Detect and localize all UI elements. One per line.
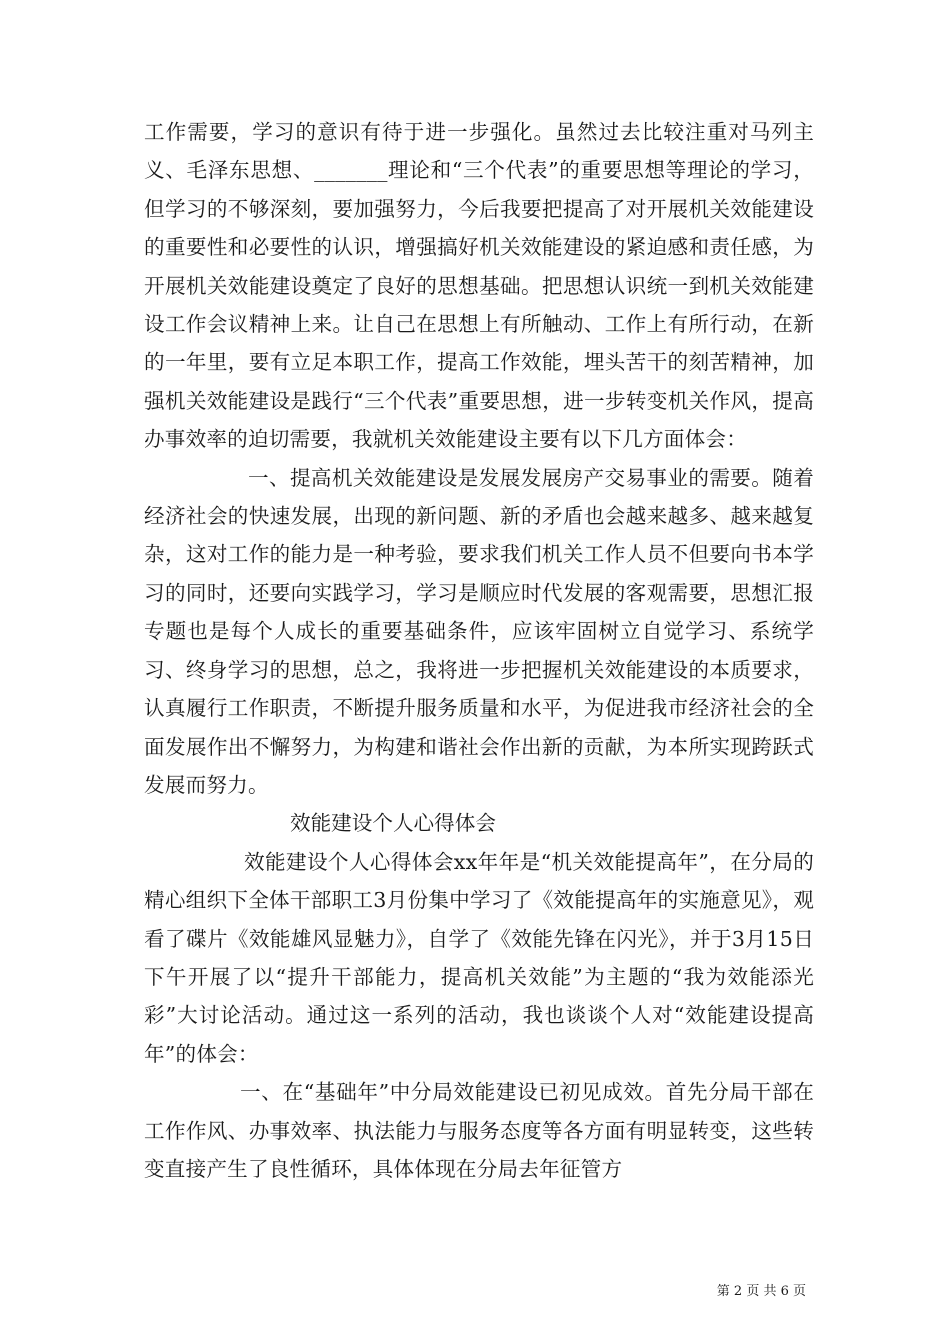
- page-number: 第 2 页 共 6 页: [716, 1284, 806, 1299]
- paragraph-4: 一、在“基础年”中分局效能建设已初见成效。首先分局干部在工作作风、办事效率、执法能力与服务态度等各方面有明显转变，这些转变直接产生了良性循环，具体体现在分局去年征管方: [144, 1080, 814, 1181]
- paragraph-1: 工作需要，学习的意识有待于进一步强化。虽然过去比较注重对马列主义、毛泽东思想、_______理论和“三个代表”的重要思想等理论的学习，但学习的不够深刻，要加强努力，今后我要把提高了对开展机关效能建设的重要性和必要性的认识，增强搞好机关效能建设的紧迫感和责任感，为开展机关效能建设奠定了良好的思想基础。把思想认识统一到机关效能建设工作会议精神上来。让自己在思想上有所触动、工作上有所行动，在新的一年里，要有立足本职工作，提高工作效能，埋头苦干的刻苦精神，加强机关效能建设是践行“三个代表”重要思想，进一步转变机关作风，提高办事效率的迫切需要，我就机关效能建设主要有以下几方面体会：: [144, 120, 814, 452]
- section-title: 效能建设个人心得体会: [290, 811, 496, 836]
- document-body: [144, 113, 814, 1188]
- paragraph-2: 一、提高机关效能建设是发展发展房产交易事业的需要。随着经济社会的快速发展，出现的新问题、新的矛盾也会越来越多、越来越复杂，这对工作的能力是一种考验，要求我们机关工作人员不但要向书本学习的同时，还要向实践学习，学习是顺应时代发展的客观需要，思想汇报专题也是每个人成长的重要基础条件，应该牢固树立自觉学习、系统学习、终身学习的思想，总之，我将进一步把握机关效能建设的本质要求，认真履行工作职责，不断提升服务质量和水平，为促进我市经济社会的全面发展作出不懈努力，为构建和谐社会作出新的贡献，为本所实现跨跃式发展而努力。: [144, 465, 814, 797]
- paragraph-3: 效能建设个人心得体会xx年年是“机关效能提高年”，在分局的精心组织下全体干部职工3月份集中学习了《效能提高年的实施意见》，观看了碟片《效能雄风显魅力》，自学了《效能先锋在闪光》，并于3月15日下午开展了以“提升干部能力，提高机关效能”为主题的“我为效能添光彩”大讨论活动。通过这一系列的活动，我也谈谈个人对“效能建设提高年”的体会：: [144, 849, 814, 1066]
